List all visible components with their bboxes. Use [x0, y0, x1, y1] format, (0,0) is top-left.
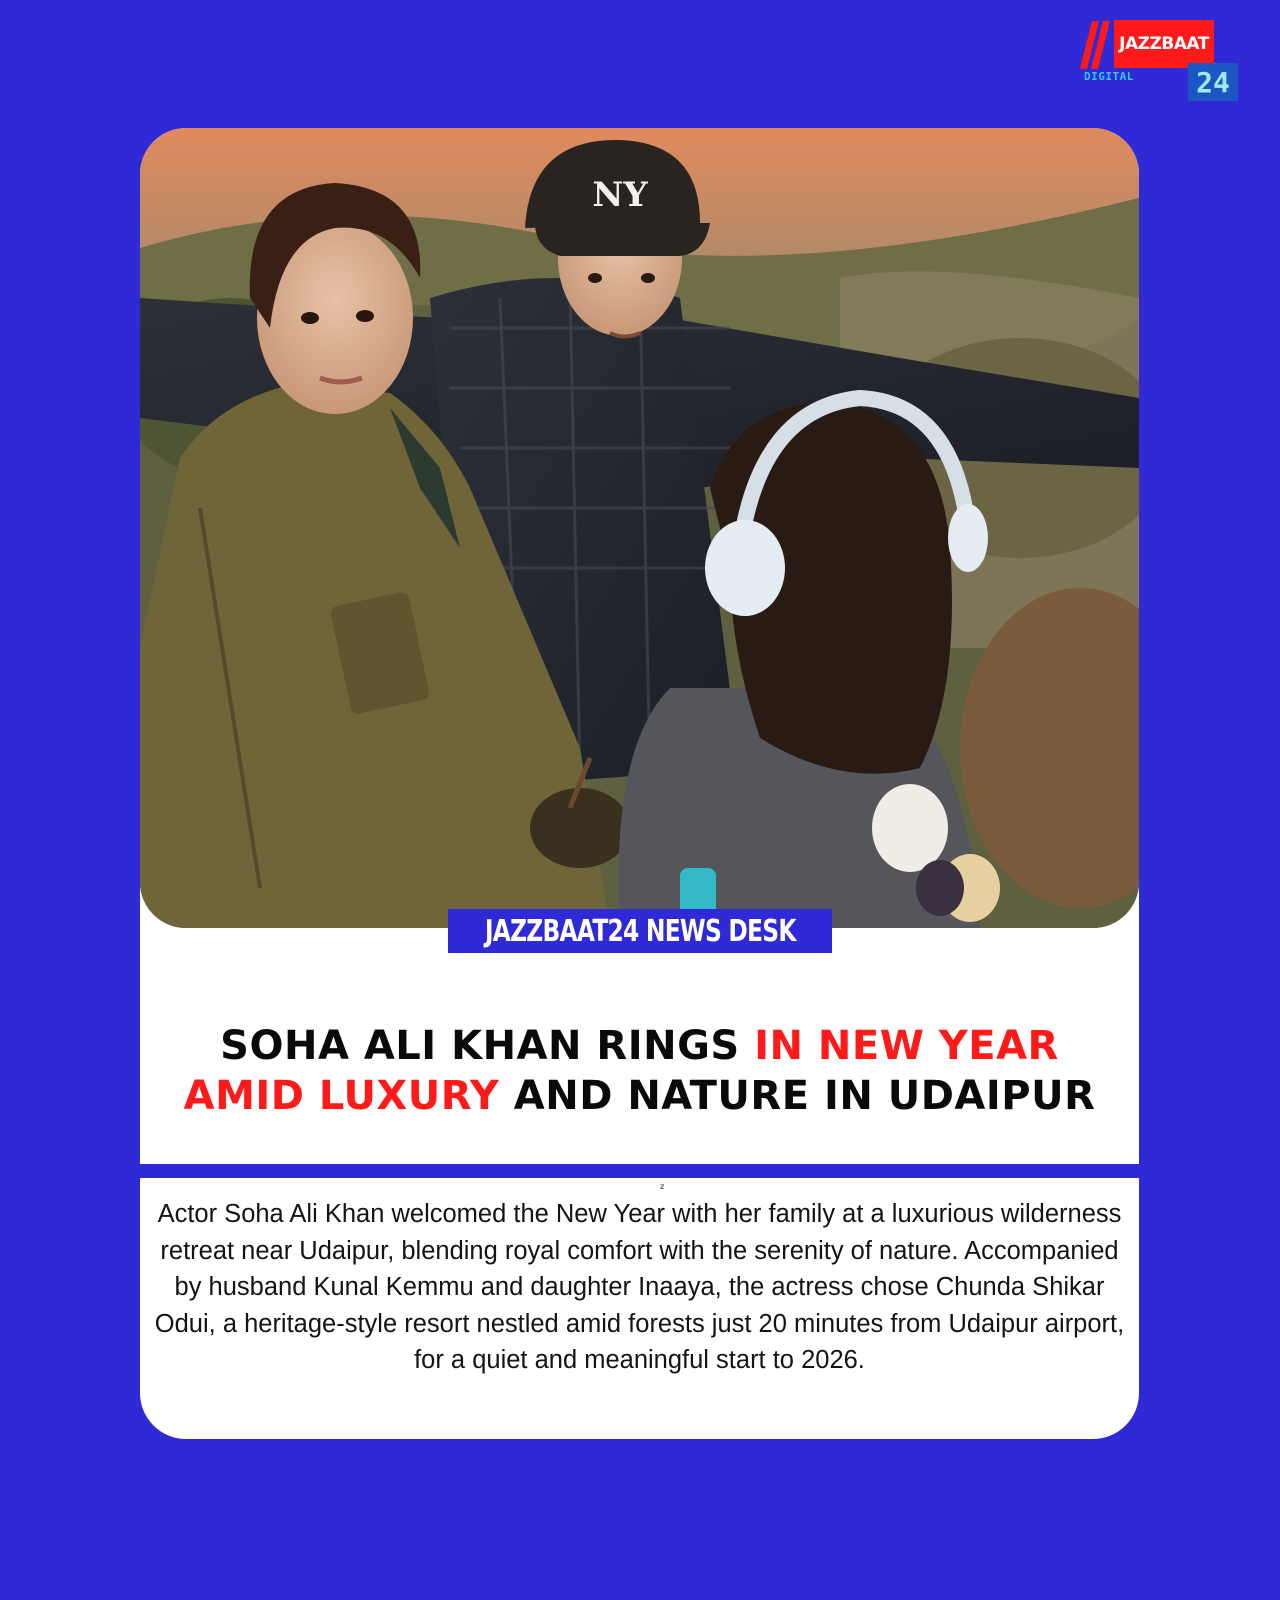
photo-illustration	[140, 128, 1139, 928]
headline-part-2: AND NATURE IN UDAIPUR	[499, 1073, 1096, 1119]
cap-ny-logo: NY	[592, 175, 648, 215]
news-card	[140, 128, 1139, 1439]
jazzbaat24-logo	[1084, 18, 1238, 104]
headline	[150, 1021, 1129, 1121]
family-photo	[140, 128, 1139, 928]
section-divider	[140, 1164, 1139, 1178]
logo-number: 24	[1188, 63, 1238, 101]
headline-highlight-2: AMID LUXURY	[183, 1073, 500, 1119]
small-mark: z	[660, 1182, 665, 1191]
logo-stripes	[1084, 21, 1114, 69]
headline-part-1: SOHA ALI KHAN RINGS	[220, 1023, 755, 1069]
logo-wordmark: JAZZBAAT	[1114, 20, 1214, 68]
logo-digital-label: DIGITAL	[1084, 70, 1134, 83]
news-desk-label: JAZZBAAT24 NEWS DESK	[484, 913, 796, 949]
headline-highlight-1: IN NEW YEAR	[754, 1023, 1059, 1069]
article-summary: Actor Soha Ali Khan welcomed the New Year with her family at a luxurious wilderness retreat near Udaipur, blending royal comfort with the serenity of nature. Accompanied by husband Kunal Kemmu and daughter Inaaya, the actress chose Chunda Shikar Odui, a heritage-style resort nestled amid forests just 20 minutes from Udaipur airport, for a quiet and meaningful start to 2026.	[154, 1200, 1125, 1374]
news-desk-badge	[448, 909, 832, 953]
